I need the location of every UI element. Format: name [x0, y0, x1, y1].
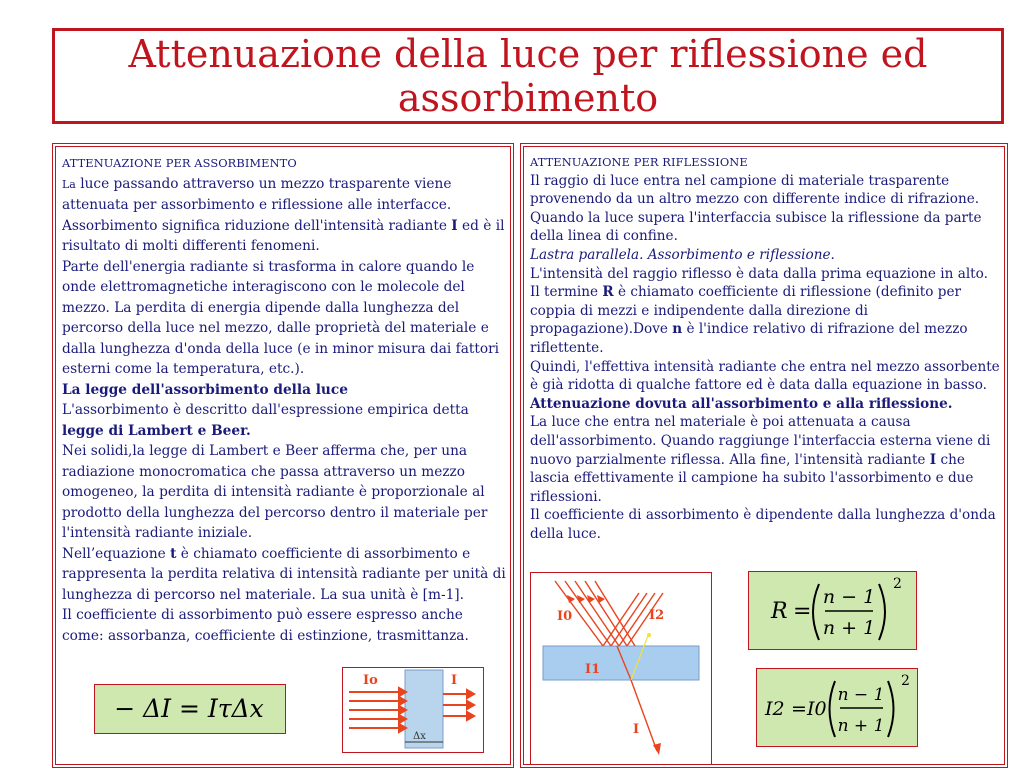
reflection-coefficient-equation — [748, 571, 917, 650]
p3-text-c: è l'indice relativo di rifrazione del mezzo riflettente. — [530, 321, 968, 356]
p3-text-a: L'intensità del raggio riflesso è data dalla prima equazione in alto. Il termine — [530, 265, 988, 301]
symbol-R: R — [602, 284, 614, 301]
transmitted-intensity-equation — [756, 668, 918, 747]
label-Io: Io — [363, 673, 378, 688]
symbol-n: n — [672, 321, 683, 338]
eq-R-lhs: R — [771, 599, 788, 624]
eq-I2-numerator: n − 1 — [837, 685, 885, 705]
p6-text-b: è chiamato coefficiente di assorbimento e rappresenta la perdita relativa di intensità radiante per unità di lunghezza di percorso nel materiale. La sua unità è [m-1]. — [62, 545, 506, 603]
absorption-text — [62, 153, 506, 646]
title-box — [52, 28, 1004, 124]
eq-R-paren-right — [879, 584, 885, 640]
reflection-paragraph-4: Quindi, l'effettiva intensità radiante che entra nel mezzo assorbente è già ridotta di qualche fattore ed è data dalla equazione in basso. — [530, 358, 1000, 394]
exit-arrowhead — [653, 743, 661, 755]
p1-text: luce passando attraverso un mezzo trasparente viene attenuata per assorbimento e riflessione alle interfacce. — [62, 175, 452, 213]
absorption-paragraph-6 — [62, 544, 506, 606]
p6-text-a: Nell’equazione — [62, 545, 171, 562]
label-I1: I1 — [585, 662, 601, 677]
eq-R-svg — [749, 572, 915, 648]
absorption-figure — [342, 667, 484, 753]
p2-text-b: ed è il risultato di molti differenti fenomeni. — [62, 217, 505, 254]
reflection-text — [530, 153, 1000, 543]
eq-I2-svg — [757, 669, 916, 745]
absorption-paragraph-2 — [62, 216, 506, 257]
exit-ray — [631, 680, 657, 751]
incident-arrows — [349, 688, 406, 732]
eq-R-paren-left — [813, 584, 819, 640]
p3-text-b: è chiamato coefficiente di riflessione (definito per coppia di mezzi e indipendente dalla direzione di propagazione).Dove — [530, 284, 961, 338]
reflection-point — [647, 633, 651, 637]
eq-R-exponent: 2 — [893, 576, 902, 592]
p5-text-a: La luce che entra nel materiale è poi attenuata a causa dell'assorbimento. Quando raggiunge l'interfaccia esterna viene di nuovo parzialmente riflessa. Alla fine, l'intensità radiante — [530, 414, 991, 468]
reflection-heading: ATTENUAZIONE PER RIFLESSIONE — [530, 155, 748, 169]
reflection-caption: Lastra parallela. Assorbimento e riflessione. — [530, 246, 835, 263]
symbol-I-out: I — [929, 451, 937, 468]
transmitted-arrows — [443, 690, 474, 720]
eq-I2-lhs: I2 — [765, 698, 785, 720]
eq-I2-denominator: n + 1 — [837, 716, 885, 736]
absorption-paragraph-4 — [62, 400, 506, 441]
lead-word: La — [62, 177, 76, 191]
absorption-diagram — [343, 668, 483, 752]
law-name: legge di Lambert e Beer. — [62, 422, 251, 439]
reflection-paragraph-1: Il raggio di luce entra nel campione di materiale trasparente provenendo da un altro mezzo con differente indice di rifrazione. Quando la luce supera l'interfaccia subisce la riflessione da parte della linea di confine. — [530, 172, 982, 245]
absorption-subheading: La legge dell'assorbimento della luce — [62, 381, 348, 398]
label-I: I — [451, 673, 458, 688]
eq-I2-paren-right — [888, 681, 894, 737]
label-I2: I2 — [649, 608, 665, 623]
p4-text-a: L'assorbimento è descritto dall'espressione empirica detta — [62, 402, 469, 418]
eq-R-numerator: n − 1 — [822, 586, 876, 608]
reflection-diagram — [531, 573, 711, 764]
reflection-paragraph-6: Il coefficiente di assorbimento è dipendente dalla lunghezza d'onda della luce. — [530, 507, 996, 542]
absorption-paragraph-1 — [62, 174, 506, 216]
reflection-figure — [530, 572, 712, 765]
eq-I2-equals: = — [791, 698, 807, 720]
absorption-paragraph-3: Parte dell'energia radiante si trasforma in calore quando le onde elettromagnetiche interagiscono con le molecole del mezzo. La perdita di energia dipende dalla lunghezza del percorso della luce nel mezzo, dalle proprietà del materiale e dalla lunghezza d'onda della luce (e in minor misura dai fattori esterni come la temperatura, etc.). — [62, 258, 500, 377]
symbol-t: t — [170, 545, 177, 562]
absorption-paragraph-7: Il coefficiente di assorbimento può essere espresso anche come: assorbanza, coefficiente di estinzione, trasmittanza. — [62, 607, 469, 644]
reflection-paragraph-3 — [530, 265, 1000, 358]
absorption-paragraph-5: Nei solidi,la legge di Lambert e Beer afferma che, per una radiazione monocromatica che passa attraverso un mezzo omogeneo, la perdita di intensità radiante è proporzionale al prodotto della lunghezza del percorso dentro il materiale per l'intensità radiante iniziale. — [62, 443, 488, 541]
reflection-panel — [520, 143, 1008, 768]
reflection-paragraph-5 — [530, 413, 1000, 506]
plate — [543, 646, 699, 680]
lambert-beer-equation — [94, 684, 286, 734]
eq-R-equals: = — [793, 599, 812, 624]
symbol-I: I — [451, 217, 458, 234]
equation-text: − ΔI = IτΔx — [114, 694, 264, 723]
absorption-panel — [52, 143, 514, 768]
eq-I2-paren-left — [830, 681, 836, 737]
label-I-exit: I — [633, 722, 640, 737]
equation-svg — [95, 685, 284, 732]
label-dx: Δx — [413, 731, 426, 742]
eq-R-denominator: n + 1 — [822, 617, 876, 639]
reflection-subheading: Attenuazione dovuta all'assorbimento e alla riflessione. — [530, 395, 953, 412]
p5-text-b: che lascia effettivamente il campione ha subito l'assorbimento e due riflessioni. — [530, 451, 974, 505]
absorption-heading: ATTENUAZIONE PER ASSORBIMENTO — [62, 156, 297, 170]
eq-I2-exponent: 2 — [901, 673, 910, 689]
label-I0: I0 — [557, 609, 573, 624]
eq-I2-factor: I0 — [807, 698, 827, 720]
p2-text-a: Assorbimento significa riduzione dell'intensità radiante — [62, 217, 452, 234]
slide-title: Attenuazione della luce per riflessione ed assorbimento — [128, 32, 928, 120]
